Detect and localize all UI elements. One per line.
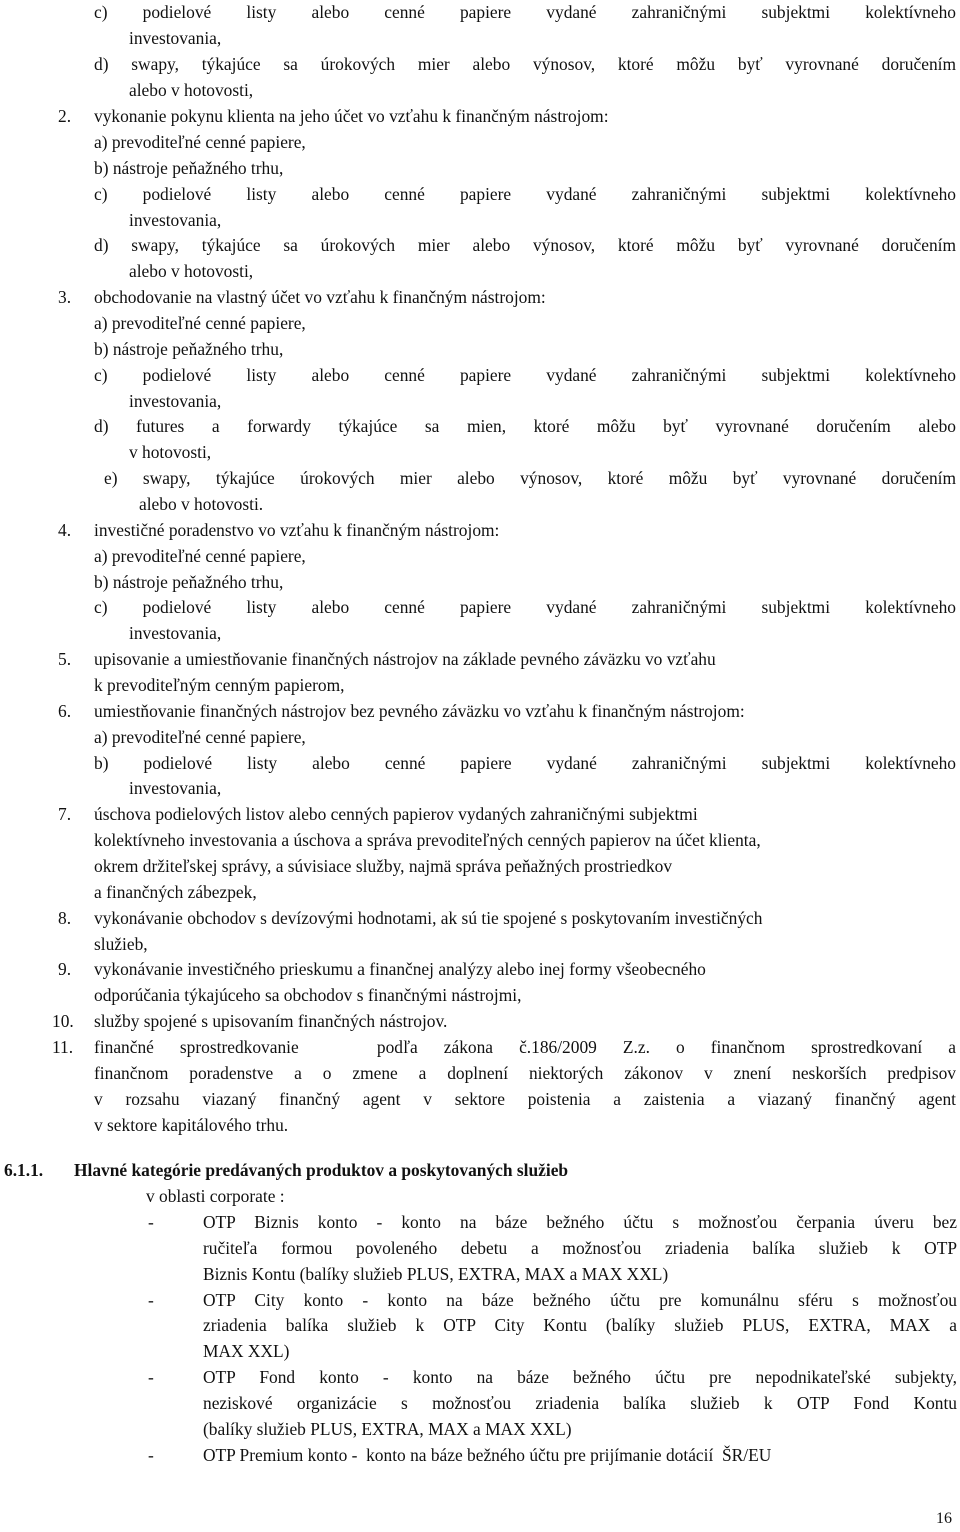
list-item: c) podielové listy alebo cenné papiere vydané zahraničnými subjektmi kolektívneho (94, 365, 956, 385)
item-heading: investičné poradenstvo vo vzťahu k finančným nástrojom: (94, 520, 500, 540)
item-number: 2. (58, 106, 72, 126)
page-number: 16 (936, 1510, 952, 1527)
list-item: e) swapy, týkajúce úrokových mier alebo výnosov, ktoré môžu byť vyrovnané doručením (104, 468, 956, 488)
item-number: 5. (58, 649, 72, 669)
list-item-continuation: investovania, (129, 778, 222, 798)
bullet-dash: - (148, 1290, 154, 1310)
list-item: a) prevoditeľné cenné papiere, (94, 546, 306, 566)
list-item: b) nástroje peňažného trhu, (94, 158, 284, 178)
item-text: odporúčania týkajúceho sa obchodov s finančnými nástrojmi, (94, 985, 522, 1005)
item-text: finančné sprostredkovanie podľa zákona č.186/2009 Z.z. o finančnom sprostredkovaní a (94, 1037, 956, 1057)
list-item-continuation: alebo v hotovosti. (139, 494, 264, 514)
list-item-continuation: investovania, (129, 391, 222, 411)
item-heading: umiestňovanie finančných nástrojov bez pevného záväzku vo vzťahu k finančným nástrojom: (94, 701, 745, 721)
item-text: služby spojené s upisovaním finančných nástrojov. (94, 1011, 448, 1031)
list-item: a) prevoditeľné cenné papiere, (94, 727, 306, 747)
list-item-continuation: investovania, (129, 623, 222, 643)
bullet-text: OTP Premium konto - konto na báze bežného účtu pre prijímanie dotácií ŠR/EU (203, 1445, 772, 1465)
section-title: Hlavné kategórie predávaných produktov a poskytovaných služieb (74, 1160, 569, 1180)
item-number: 11. (52, 1037, 74, 1057)
list-item: b) podielové listy alebo cenné papiere vydané zahraničnými subjektmi kolektívneho (94, 753, 956, 773)
item-number: 8. (58, 908, 72, 928)
bullet-text: neziskové organizácie s možnosťou zriadenia balíka služieb k OTP Fond Kontu (203, 1393, 957, 1413)
list-item-continuation: v hotovosti, (129, 442, 212, 462)
item-heading: vykonanie pokynu klienta na jeho účet vo vzťahu k finančným nástrojom: (94, 106, 609, 126)
item-text: okrem držiteľskej správy, a súvisiace služby, najmä správa peňažných prostriedkov (94, 856, 673, 876)
item-text: vykonávanie investičného prieskumu a finančnej analýzy alebo inej formy všeobecného (94, 959, 706, 979)
item-heading: obchodovanie na vlastný účet vo vzťahu k finančným nástrojom: (94, 287, 546, 307)
list-item: c) podielové listy alebo cenné papiere vydané zahraničnými subjektmi kolektívneho (94, 184, 956, 204)
bullet-text: zriadenia balíka služieb k OTP City Kontu (balíky služieb PLUS, EXTRA, MAX a (203, 1315, 957, 1335)
bullet-text: OTP Fond konto - konto na báze bežného účtu pre nepodnikateľské subjekty, (203, 1367, 957, 1387)
item-number: 4. (58, 520, 72, 540)
bullet-text: Biznis Kontu (balíky služieb PLUS, EXTRA, MAX a MAX XXL) (203, 1264, 669, 1284)
bullet-text: OTP Biznis konto - konto na báze bežného účtu s možnosťou čerpania úveru bez (203, 1212, 957, 1232)
list-item: d) swapy, týkajúce sa úrokových mier alebo výnosov, ktoré môžu byť vyrovnané doručením (94, 54, 956, 74)
bullet-dash: - (148, 1445, 154, 1465)
list-item: c) podielové listy alebo cenné papiere vydané zahraničnými subjektmi kolektívneho (94, 597, 956, 617)
list-item-continuation: investovania, (129, 210, 222, 230)
list-item-continuation: investovania, (129, 28, 222, 48)
item-number: 6. (58, 701, 72, 721)
item-text: kolektívneho investovania a úschova a správa prevoditeľných cenných papierov na účet klienta, (94, 830, 761, 850)
section-number: 6.1.1. (4, 1160, 44, 1180)
item-number: 9. (58, 959, 72, 979)
item-text: finančnom poradenstve a o zmene a doplnení niektorých zákonov v znení neskorších predpisov (94, 1063, 956, 1083)
item-text: služieb, (94, 934, 148, 954)
list-item: a) prevoditeľné cenné papiere, (94, 132, 306, 152)
list-item: b) nástroje peňažného trhu, (94, 572, 284, 592)
list-item: d) futures a forwardy týkajúce sa mien, ktoré môžu byť vyrovnané doručením alebo (94, 416, 956, 436)
item-text: a finančných zábezpek, (94, 882, 257, 902)
list-item: b) nástroje peňažného trhu, (94, 339, 284, 359)
bullet-dash: - (148, 1212, 154, 1232)
bullet-dash: - (148, 1367, 154, 1387)
bullet-text: ručiteľa formou povoleného debetu a možnosťou zriadenia balíka služieb k OTP (203, 1238, 957, 1258)
list-item-continuation: alebo v hotovosti, (129, 80, 254, 100)
item-text: v rozsahu viazaný finančný agent v sektore poistenia a zaistenia a viazaný finančný agent (94, 1089, 956, 1109)
item-number: 7. (58, 804, 72, 824)
bullet-text: (balíky služieb PLUS, EXTRA, MAX a MAX XXL) (203, 1419, 572, 1439)
item-text: k prevoditeľným cenným papierom, (94, 675, 345, 695)
list-item: d) swapy, týkajúce sa úrokových mier alebo výnosov, ktoré môžu byť vyrovnané doručením (94, 235, 956, 255)
bullet-text: OTP City konto - konto na báze bežného účtu pre komunálnu sféru s možnosťou (203, 1290, 957, 1310)
bullet-text: MAX XXL) (203, 1341, 290, 1361)
list-item: c) podielové listy alebo cenné papiere vydané zahraničnými subjektmi kolektívneho (94, 2, 956, 22)
item-text: úschova podielových listov alebo cenných papierov vydaných zahraničnými subjektmi (94, 804, 698, 824)
list-item: a) prevoditeľné cenné papiere, (94, 313, 306, 333)
list-item-continuation: alebo v hotovosti, (129, 261, 254, 281)
item-text: upisovanie a umiestňovanie finančných nástrojov na základe pevného záväzku vo vzťahu (94, 649, 716, 669)
item-text: vykonávanie obchodov s devízovými hodnotami, ak sú tie spojené s poskytovaním investičných (94, 908, 763, 928)
item-number: 3. (58, 287, 72, 307)
item-number: 10. (52, 1011, 74, 1031)
section-subtitle: v oblasti corporate : (146, 1186, 285, 1206)
item-text: v sektore kapitálového trhu. (94, 1115, 289, 1135)
